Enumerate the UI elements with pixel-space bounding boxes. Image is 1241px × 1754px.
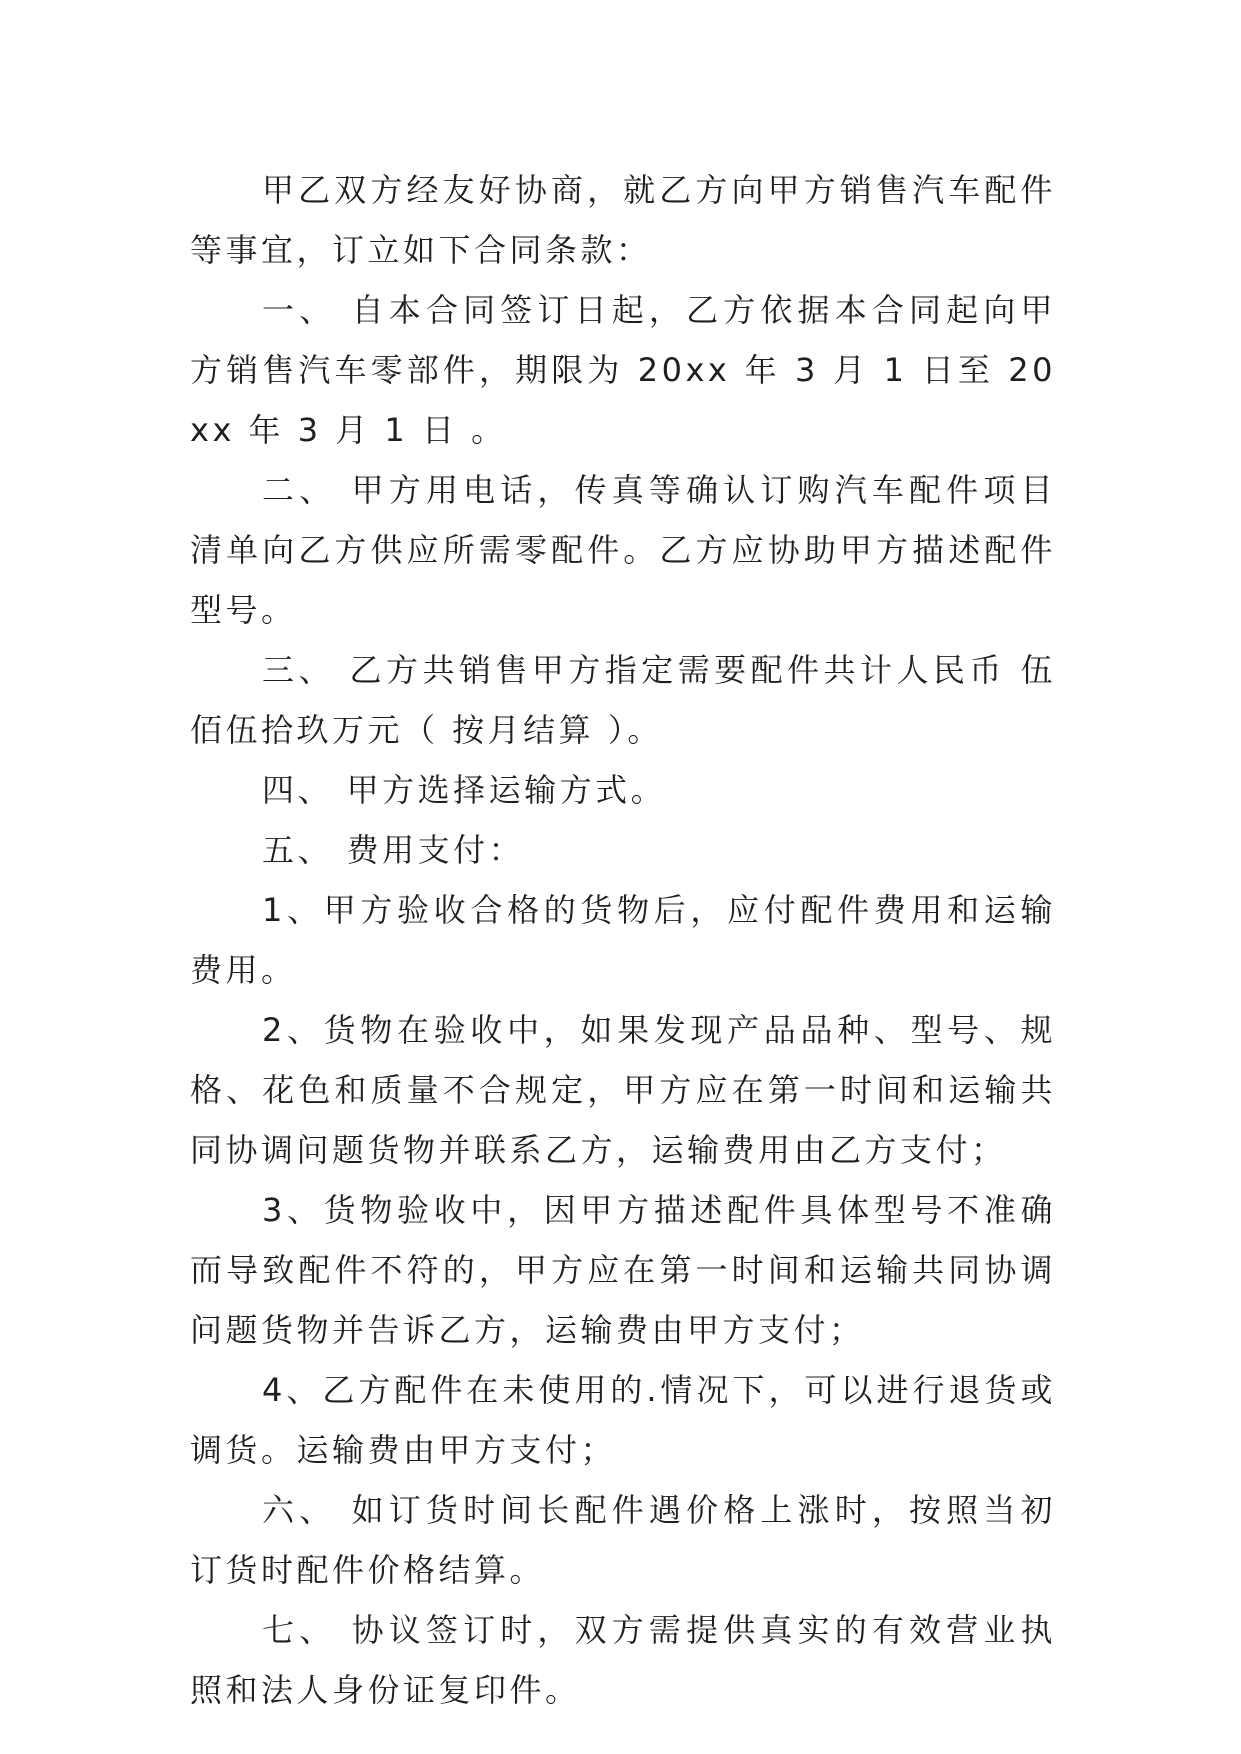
clause-6: 六、 如订货时间长配件遇价格上涨时，按照当初订货时配件价格结算。 bbox=[190, 1491, 1056, 1589]
clause-5-heading: 五、 费用支付： bbox=[262, 831, 525, 869]
clause-2: 二、 甲方用电话，传真等确认订购汽车配件项目清单向乙方供应所需零配件。乙方应协助甲方描述配件型号。 bbox=[190, 471, 1056, 629]
payment-item-3: 3、货物验收中，因甲方描述配件具体型号不准确而导致配件不符的，甲方应在第一时间和运输共同协调问题货物并告诉乙方，运输费由甲方支付； bbox=[190, 1191, 1056, 1349]
payment-item-1: 1、甲方验收合格的货物后，应付配件费用和运输费用。 bbox=[190, 891, 1056, 989]
clause-4: 四、 甲方选择运输方式。 bbox=[262, 771, 667, 809]
contract-body bbox=[190, 160, 1056, 1720]
payment-item-2: 2、货物在验收中，如果发现产品品种、型号、规格、花色和质量不合规定，甲方应在第一时间和运输共同协调问题货物并联系乙方，运输费用由乙方支付； bbox=[190, 1011, 1056, 1169]
clause-1: 一、 自本合同签订日起，乙方依据本合同起向甲方销售汽车零部件，期限为 20xx 年 3 月 1 日至 20xx 年 3 月 1 日 。 bbox=[190, 291, 1056, 449]
clause-3: 三、 乙方共销售甲方指定需要配件共计人民币 伍佰伍拾玖万元（ 按月结算 ）。 bbox=[190, 651, 1056, 749]
intro-paragraph: 甲乙双方经友好协商，就乙方向甲方销售汽车配件等事宜，订立如下合同条款： bbox=[190, 171, 1056, 269]
clause-7: 七、 协议签订时，双方需提供真实的有效营业执照和法人身份证复印件。 bbox=[190, 1611, 1056, 1709]
payment-item-4: 4、乙方配件在未使用的.情况下，可以进行退货或调货。运输费由甲方支付； bbox=[190, 1371, 1056, 1469]
